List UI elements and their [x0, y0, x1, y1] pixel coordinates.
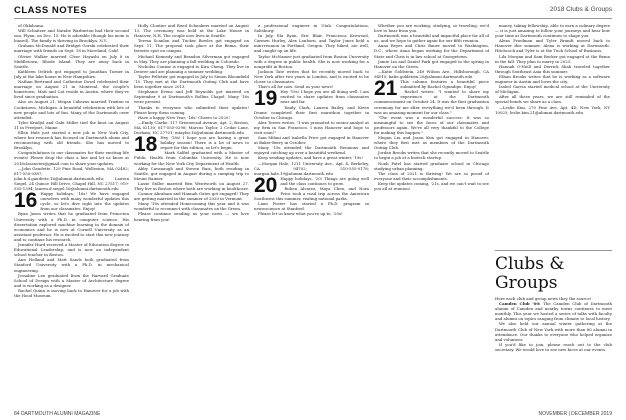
paragraph — [134, 120, 249, 135]
paragraph — [134, 211, 249, 221]
paragraph — [495, 74, 610, 84]
paragraph — [374, 150, 489, 160]
paragraph — [134, 89, 249, 104]
paragraph — [134, 64, 249, 74]
paragraph — [14, 211, 129, 242]
paragraph-text: Taylor McNamee just graduated from Boston University with a degree in public health. She is now working for a nonprofit in Boston. — [254, 53, 369, 69]
paragraph-text: Hey '19s! I hope you are all doing well. I am excited to share updates from classmates near and far. — [280, 89, 369, 105]
paragraph — [254, 23, 369, 33]
paragraph-text: Holly Cloutier and Reed Schenkers married on August 13. The ceremony was held at the Lake House in Hanover, N.H. The couple now lives in Seattle. — [134, 23, 249, 39]
paragraph-text: Lizzie Stiller married Ben Wentworth on August 27. They live in Boston where both are working in healthcare. — [134, 180, 249, 191]
paragraph-text: Jordan Brooks writes that she recently moved to Seattle to begin a job at a biotech startup. — [374, 150, 489, 161]
paragraph-text: —Emily Clarke, 117 Greenwood Avenue, Apt. 2, Boston, MA 02130; 617-555-0298; Marcus Taylor, 2 Cedar Lane, Durham, NC 27701; mtaylor.16@alumni.dartmouth.edu — [134, 119, 249, 135]
column-2 — [134, 23, 249, 406]
paragraph-text: —Leslie Kim, 270 Pine Ave, Apt. 4D, New York, NY 10025; leslie.kim.21@alumni.dartmouth.edu — [495, 104, 610, 115]
paragraph-text: Dartmouth was a beautiful and impactful place for all of us, and we hope to gather again for our fifth reunion. — [374, 33, 489, 44]
paragraph-text: Ruben Alvarez, Maya Chen, and Nora Price took a road trip across the American Southwest this summer, visiting national parks. — [254, 186, 369, 202]
paragraph — [374, 23, 489, 33]
paragraph-text: Thanks to everyone who submitted their updates! Please keep them coming. — [134, 104, 249, 115]
paragraph-text: That's all for now. Send us your news! — [258, 84, 334, 90]
class-year-numeral: 20 — [254, 173, 278, 197]
paragraph-text: Jamie Lin and Daniel Park got engaged in the spring in Hanover on the Green. — [374, 58, 489, 69]
class-year-numeral: 18 — [134, 133, 158, 157]
paragraph — [134, 133, 249, 157]
paragraph-text: Keep sending updates, and have a great winter, '19s! — [258, 155, 363, 161]
paragraph-text: Please continue sending us your news — we love hearing from you! — [134, 211, 249, 222]
clubs-paragraph-text: If you'd like to join, please reach out to the club secretary. We would love to see new faces at our events. — [495, 341, 612, 352]
paragraph — [14, 54, 129, 69]
page-header — [0, 0, 626, 19]
paragraph — [374, 115, 489, 135]
paragraph-text: Ann Holland and Matt Sands both graduated from Stanford University with a Ph.D. in mechanical engineering. — [14, 257, 129, 273]
paragraph-text: Taylor Pelletier got engaged in July to Simon Bloomfield '15. They met at the Dartmouth Outing Club and have been together since 2013. — [134, 73, 249, 90]
paragraph — [134, 54, 249, 64]
column-4 — [374, 23, 489, 406]
page-footer — [0, 408, 626, 420]
paragraph — [374, 161, 489, 171]
paragraph-text: Anna Reyes and Chris Bauer moved to Washington, D.C., where Anna began working for the Department of State and Chris is in law school at Georgetown. — [374, 43, 489, 59]
paragraph-text: Olivier Walker married Cleer Hayashi on July 8 in Middletown, Rhode Island. They are away back in Seattle. — [14, 53, 129, 69]
paragraph-text: Happy holidays, '16s! We have engaged ourselves with many wonderful updates this cycle, so let's dive right into the updates from our classmates. Enjoy! — [40, 191, 129, 212]
paragraph — [14, 99, 129, 119]
class-year-numeral: 21 — [374, 77, 398, 101]
paragraph-text: Michael Kennedy and Brandon Silverman got engaged in May. They are planning a fall wedding in Colorado. — [134, 53, 249, 64]
paragraph-text: Congratulations to our classmates for their exciting life events! Please drop the class a line and let us know at 2016classnotes@gmail.com to share your updates. — [14, 150, 129, 166]
paragraph-text: The class of 2021 is thriving! We are so proud of everyone and their accomplishments. — [374, 170, 489, 181]
paragraph-text: Whether you are working, studying, or traveling, we'd love to hear from you. — [374, 23, 489, 34]
paragraph-text: Lila Morgan and Sam Becker got engaged at the Bema in the fall. They plan to marry in 2023. — [495, 53, 610, 64]
paragraph — [254, 201, 369, 211]
paragraph-text: Liam Foster has started a Ph.D. program in neuroscience at Stanford. — [254, 201, 369, 212]
paragraph — [134, 201, 249, 211]
paragraph-text: Have a happy New Year, '16s! Cheers to 2020! — [138, 114, 230, 120]
paragraph — [374, 77, 489, 101]
paragraph-text: Sam Milani and Isabella Price got engaged in Hanover at Baker-Berry in October. — [254, 135, 369, 146]
paragraph — [254, 69, 369, 84]
paragraph-text: Teresa Scanlan and Tucker Bowles got engaged on Sept. 11. The proposal took place at the Bema, their favorite spot on campus. — [134, 38, 249, 54]
paragraph-text: This column features a beautiful piece submitted by Rachel Ogundipe. Enjoy! — [400, 79, 489, 90]
paragraph-text: Ethan Brooks writes that he is working as a software engineer in Austin and loves the city. — [495, 73, 610, 85]
footer-folio: 84 DARTMOUTH ALUMNI MAGAZINE — [14, 411, 101, 417]
paragraph-text: Noah Patel has started graduate school in Chicago studying urban planning. — [374, 160, 489, 171]
column-1 — [14, 23, 129, 406]
paragraph-text: Rachel Quinn is moving back to Hanover for a job with the Hood Museum. — [14, 287, 129, 298]
paragraph — [254, 161, 369, 176]
paragraph-text: Jessaline Lee graduated from the Harvard Graduate School of Design with a Master of Architecture degree and is working as a designer. — [14, 272, 129, 288]
clubs-groups-section — [495, 250, 612, 352]
paragraph — [134, 166, 249, 181]
paragraph — [14, 43, 129, 53]
section-title: CLASS NOTES — [14, 5, 88, 16]
class-year-numeral: 16 — [14, 189, 38, 213]
paragraph-text: —Katie Goldstein, 249 Wilson Ave., Hillsborough, CA 94010; katie.goldstein.20@alumni.dartmouth.edu — [374, 68, 489, 79]
clubs-paragraph — [495, 301, 612, 321]
paragraph — [14, 130, 129, 150]
column-3 — [254, 23, 369, 406]
clubs-paragraphs — [495, 301, 612, 352]
clubs-intro: Here each club and group news they the source! — [495, 296, 592, 301]
clubs-groups-title: Clubs & Groups — [495, 254, 565, 293]
paragraph-text: Ryan Jasen writes that he graduated from Princeton University with a Ph.D. in computer science. His dissertation explored machine learning in the domain of economics and he is now at Cornell University as an assistant professor. He is excited to start this new journey and to continue his research. — [14, 211, 129, 242]
paragraph — [374, 59, 489, 69]
paragraph-text: Please let us know what you're up to, '20s! — [258, 211, 343, 217]
paragraph-text: of Oklahoma. — [18, 23, 45, 28]
paragraph-text: a professional engineer in Utah. Congratulations, Saltsburg! — [254, 23, 369, 34]
paragraph-text: Alexa Friedman and Tyler Brandt moved back to Hanover this summer. Alexa is working at Dartmouth-Hitchcock and Tyler is at the Tuck School of Business. — [495, 38, 610, 54]
paragraph-text: After all these years, we are still reminded of the special bonds we share as a class. — [495, 94, 610, 105]
paragraph-text: Mark Salfiel graduated with a Master of Public Health from Columbia University. He is now working for the New York City Department of Health. — [134, 150, 249, 166]
paragraph-text: Abby Cavanaugh and Steven Ruiz, both residing in Seattle, got engaged in August during a camping trip to Mount Rainier. — [134, 165, 249, 181]
paragraph-text: Nicholas Connor is engaged to Kira Cheng. They live in Denver and are planning a summer wedding. — [134, 63, 249, 74]
paragraph — [254, 33, 369, 53]
paragraph — [14, 257, 129, 272]
paragraph — [495, 38, 610, 53]
paragraph — [14, 166, 129, 191]
paragraph-text: Connor Abraham and Hannah Gates got engaged! They are getting married in the summer of 2020 in Vermont. — [134, 191, 249, 202]
paragraph — [374, 43, 489, 58]
paragraph — [134, 38, 249, 53]
paragraph-text: In July, Ela Ryan, Eric Blair, Francesca Keewood, Carmen Hurley, Alex Lonborn, and Taylor Jones held a mini-reunion in Portland, Oregon. They hiked, ate well, and caught up on life. — [254, 33, 369, 54]
paragraph-text: Hannah O'Neill and Derrick Shah traveled together through Southeast Asia this summer. — [495, 63, 610, 74]
class-year-numeral: 19 — [254, 87, 278, 111]
paragraph — [134, 105, 249, 115]
paragraph — [14, 120, 129, 130]
paragraph — [254, 120, 369, 135]
paragraph — [14, 288, 129, 298]
paragraph-text: Many '18s attended Homecoming this year and it was wonderful to reconnect with classmates on the Green. — [134, 201, 249, 212]
paragraph — [495, 94, 610, 104]
paragraph — [495, 54, 610, 64]
column-5 — [495, 23, 610, 238]
paragraph — [134, 23, 249, 38]
paragraph — [374, 181, 489, 191]
clubs-paragraph-text: We also held our annual winter gathering at the Dartmouth Club of New York with more than 80 alumni in attendance. Our thanks to everyone who helped organize and volunteer. — [495, 321, 612, 342]
paragraph-text: money, taking fellowship, able to earn a culinary degree — it is just amazing to follow your journeys and hear how your time at Dartmouth continues to shape you. — [495, 23, 610, 39]
paragraph-text: —Morgan Hale, 1211 University Ave., Apt. 4, Berkeley, CA 94702; 510-555-0178; morgan.hale.19@alumni.dartmouth.edu — [254, 160, 369, 176]
clubs-rule — [495, 250, 612, 251]
paragraph — [495, 64, 610, 74]
clubs-groups-body — [495, 296, 612, 352]
paragraph-text: "The event was a wonderful success. It was so meaningful to see the faces of our classmates and professors again. We're all very thankful to the College for making this happen." — [374, 114, 489, 135]
paragraph-text: Graham McDonald and Bridget Gorski celebrated their marriage with friends on Sept. 18 in Moreland, Calif. — [14, 43, 129, 54]
paragraph — [374, 33, 489, 43]
paragraph-text: Happy holidays, '20! Things are going well and the class continues to grow. — [280, 175, 369, 186]
header-rule — [14, 18, 612, 19]
paragraph-text: Isabel Garcia started medical school at the University of Michigan. — [495, 84, 610, 95]
clubs-paragraph — [495, 321, 612, 341]
paragraph-text: —John Gaudette, 129 Pine Road, Welleston, MA 02482; 617-555-0387; john.b.d.gaudette.16@alumni.dartmouth.edu; Lauren Siegel, 24 Quince Hill Drive, Chapel Hill, NC 27517; 919-555-1394; lauren.d.siegel.16@alumni.dartmouth.edu — [14, 165, 129, 191]
paragraph-text: Kathleen Oelrich got engaged to Jonathan Turner in July at the lake house in New Hampshire. — [14, 68, 129, 79]
paragraph-text: Ellen Hale just started a new job in New York City, where her research has focused on Dartmouth alums and reconnecting with old friends. She has moved to Brooklyn. — [14, 129, 129, 151]
paragraph-text: Rachel writes: "I wanted to share my experience at the Dartmouth commencement on October 24. It was the first graduation ceremony for me after everything we'd been through. It was an amazing moment for our class." — [374, 89, 489, 115]
clubs-paragraph-text: The Camden Club of Dartmouth alumni of Camden and nearby towns continues to meet monthly. This year we hosted a series of talks with faculty and alumni on topics ranging from climate to local history. — [495, 301, 612, 322]
paragraph-text: Emily Clark, Lauren Bailey, and Kevin Dunne completed their first marathon together in October in Chicago. — [254, 104, 369, 120]
paragraph — [254, 145, 369, 155]
paragraph — [134, 191, 249, 201]
paragraph — [374, 135, 489, 150]
paragraph — [495, 84, 610, 94]
paragraph — [14, 69, 129, 79]
section-subtitle: 2018 Clubs & Groups — [549, 6, 612, 13]
paragraph-text: Nathan Bertrand and Catherine Dowd celebrated their marriage on August 21 in Montreal, the couple's hometown. Matt and Cat reside in Austin, where they've lived since graduation. — [14, 79, 129, 100]
paragraph-text: Megan Liu and Jason Kim got engaged in Hanover, where they first met as members of the Dartmouth Outing Club. — [374, 135, 489, 151]
paragraph — [14, 273, 129, 288]
paragraph — [374, 69, 489, 79]
paragraph — [134, 74, 249, 89]
paragraph — [14, 191, 129, 211]
paragraph — [254, 135, 369, 145]
paragraph — [254, 211, 369, 216]
footer-date: NOVEMBER | DECEMBER 2019 — [538, 411, 612, 417]
paragraph-text: Will Schaitzer and Natalie Warburton had their second son, Flynn, on Dec. 15. He is adorable (though his mom is biased). The family is thriving in Brooklyn, N.Y. — [14, 28, 129, 44]
paragraph — [14, 242, 129, 257]
paragraph-text: Tyler Kradjel and Gabi Miller tied the knot on August 11 in Freeport, Maine. — [14, 119, 129, 130]
paragraph — [134, 181, 249, 191]
paragraph — [495, 105, 610, 115]
paragraph — [14, 28, 129, 43]
paragraph-text: Many '19s attended the Dartmouth Reunions and enjoyed catching up over a beautiful weekend. — [254, 145, 369, 156]
paragraph-text: Jackson Tate writes that he recently moved back to New York after two years in London, and is excited to be closer to classmates. — [254, 68, 369, 85]
paragraph-text: Keep the updates coming, '21s, and we can't wait to see you all at reunion! — [374, 180, 489, 191]
paragraph — [254, 54, 369, 69]
paragraph — [374, 171, 489, 181]
paragraph-text: Hey '18s! I hope you are having a great holiday season! There is a lot of news to report for this edition, so let's begin. — [160, 135, 249, 151]
paragraph — [14, 150, 129, 165]
paragraph — [14, 79, 129, 99]
paragraph-text: Jennifer Hurd received a Master of Education degree in Educational Leadership, and is now an independent school teacher in Boston. — [14, 242, 129, 258]
paragraph-text: Alex Torres writes, "I was promoted to senior analyst at my firm in San Francisco. I miss Hanover and hope to visit soon!" — [254, 119, 369, 135]
clubs-paragraph — [495, 342, 612, 352]
club-name: Camden Club '00: — [499, 301, 544, 307]
paragraph-text: Also on August 21, Megan Cabezas married Truxton in Cookstown, Michigan. A beautiful celebration with lots of new people and lots of fun. Many of the Dartmouth crew attended. — [14, 99, 129, 120]
paragraph-text: Stephanie Evens and Jeff Reynolds got married on September 9 at Dartmouth's Rollins Chapel. Many '16s were present. — [134, 89, 249, 105]
paragraph — [495, 23, 610, 38]
